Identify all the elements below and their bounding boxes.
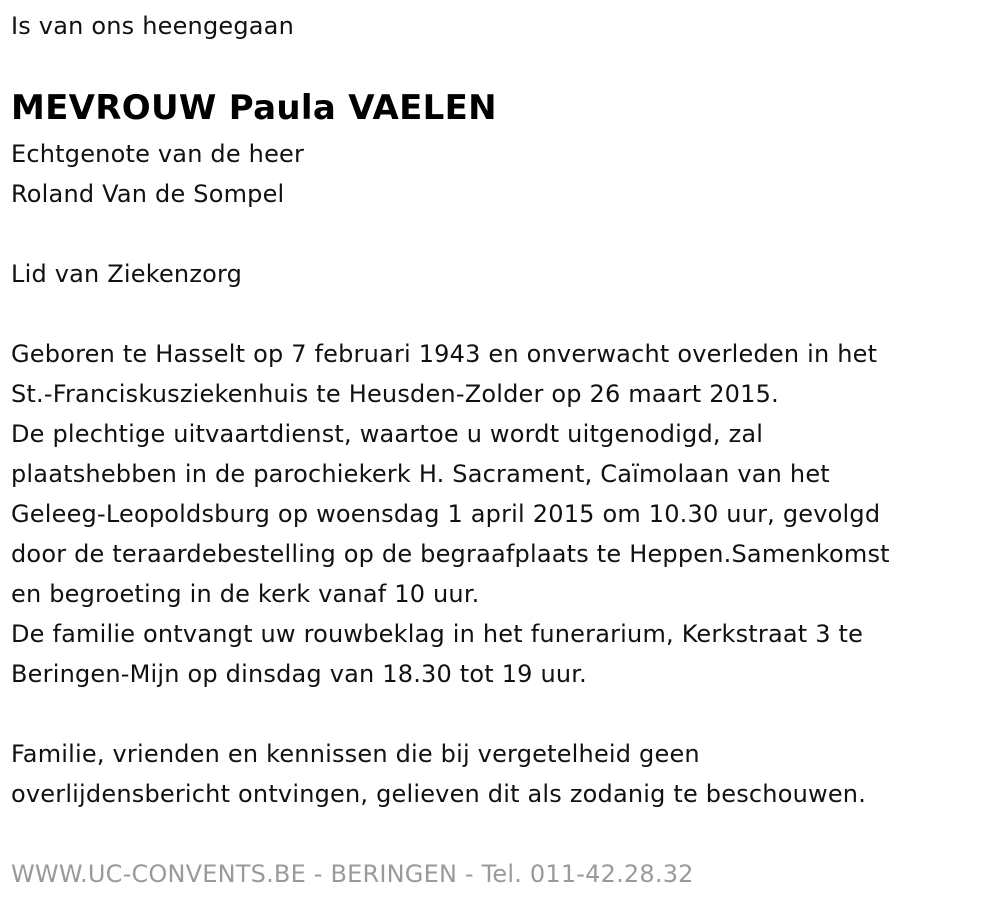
intro-text: Is van ons heengegaan: [11, 12, 295, 40]
spouse-line-2: Roland Van de Sompel: [11, 180, 285, 208]
body-line: plaatshebben in de parochiekerk H. Sacrament, Caïmolaan van het: [11, 460, 830, 488]
footer-contact: WWW.UC-CONVENTS.BE - BERINGEN - Tel. 011-42.28.32: [11, 860, 694, 888]
deceased-name: MEVROUW Paula VAELEN: [11, 88, 497, 128]
body-line: De familie ontvangt uw rouwbeklag in het funerarium, Kerkstraat 3 te: [11, 620, 864, 648]
body-line: Geboren te Hasselt op 7 februari 1943 en onverwacht overleden in het: [11, 340, 878, 368]
closing-paragraph: [11, 734, 866, 814]
spouse-block: [11, 134, 304, 214]
closing-line: overlijdensbericht ontvingen, gelieven dit als zodanig te beschouwen.: [11, 780, 867, 808]
body-line: Beringen-Mijn op dinsdag van 18.30 tot 19 uur.: [11, 660, 588, 688]
body-line: en begroeting in de kerk vanaf 10 uur.: [11, 580, 480, 608]
spouse-line-1: Echtgenote van de heer: [11, 140, 305, 168]
body-line: St.-Franciskusziekenhuis te Heusden-Zolder op 26 maart 2015.: [11, 380, 779, 408]
body-line: door de teraardebestelling op de begraafplaats te Heppen.Samenkomst: [11, 540, 890, 568]
membership-text: Lid van Ziekenzorg: [11, 260, 243, 288]
body-line: De plechtige uitvaartdienst, waartoe u wordt uitgenodigd, zal: [11, 420, 764, 448]
closing-line: Familie, vrienden en kennissen die bij vergetelheid geen: [11, 740, 700, 768]
body-paragraph: [11, 334, 890, 694]
body-line: Geleeg-Leopoldsburg op woensdag 1 april 2015 om 10.30 uur, gevolgd: [11, 500, 881, 528]
